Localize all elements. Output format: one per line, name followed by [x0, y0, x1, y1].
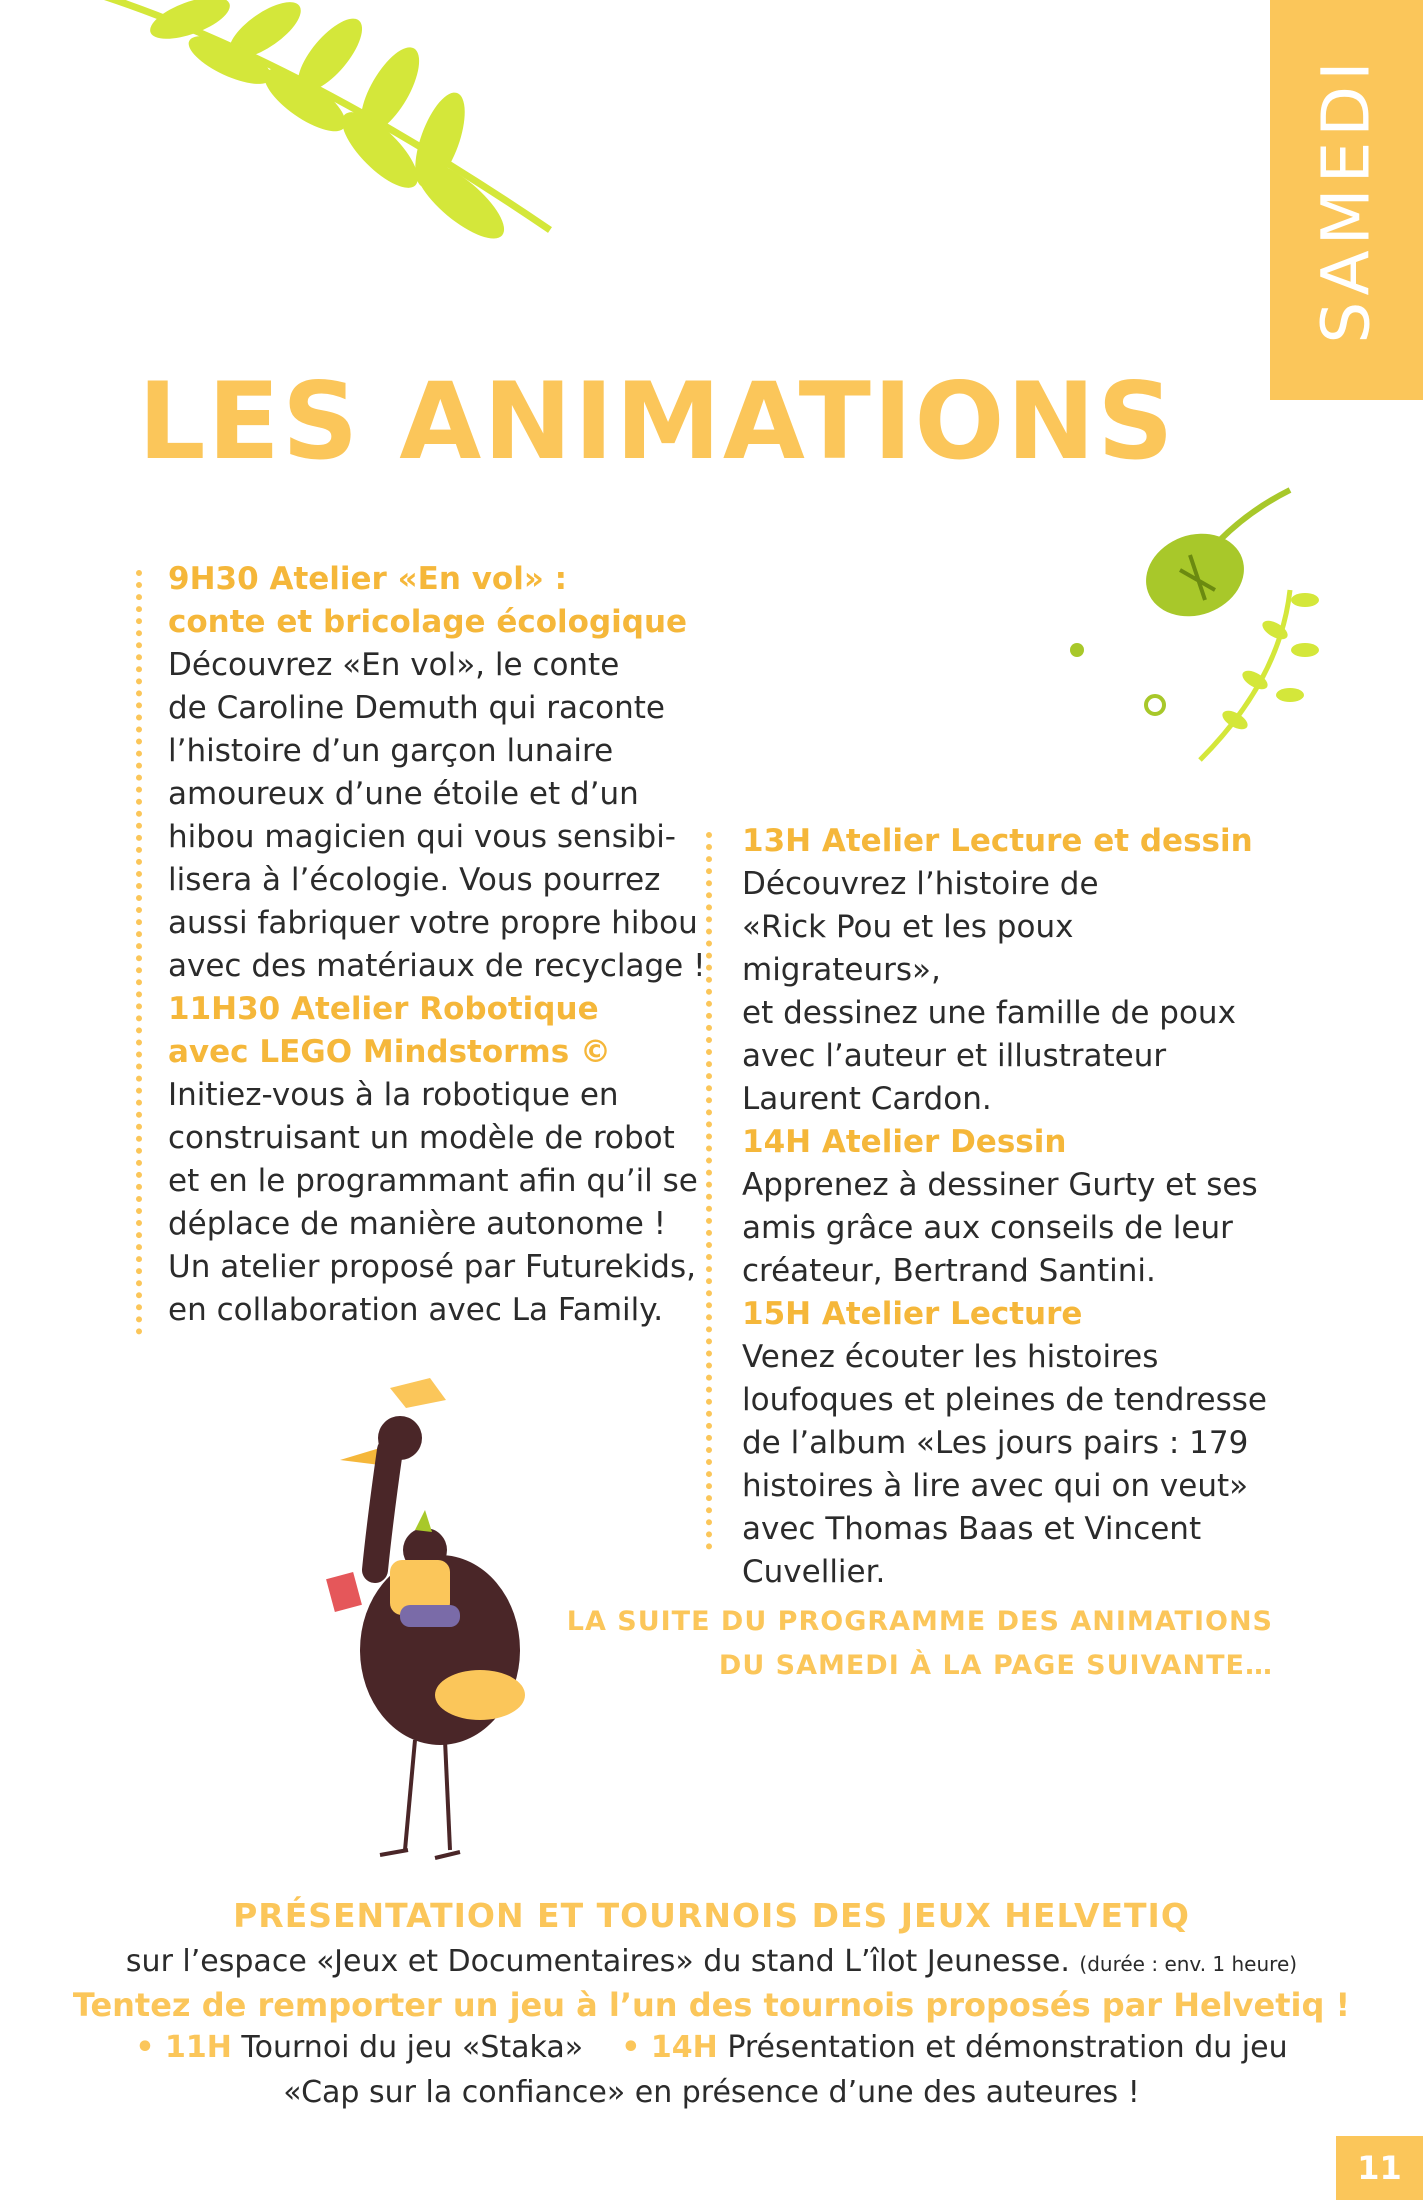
event-title: 13H Atelier Lecture et dessin [742, 823, 1253, 859]
event-title: 11H30 Atelier Robotique avec LEGO Mindstorms © [168, 991, 611, 1070]
event-title: 14H Atelier Dessin [742, 1124, 1067, 1160]
helvetiq-schedule [0, 2030, 1423, 2065]
event-item [742, 1121, 1282, 1293]
small-leaves-illustration [1050, 480, 1370, 780]
left-column-divider [136, 570, 142, 1335]
event-item [168, 988, 708, 1332]
helvetiq-title: PRÉSENTATION ET TOURNOIS DES JEUX HELVETIQ [233, 1896, 1190, 1935]
leaves-branch-illustration [80, 0, 560, 240]
event-item [168, 558, 708, 988]
event-description: Découvrez «En vol», le conte de Caroline Demuth qui raconte l’histoire d’un garçon lunaire amoureux d’une étoile et d’un hibou magicien qui vous sensibi- lisera à l’écologie. Vous pourrez aussi fabriquer votre propre hibou avec des matériaux de recyclage ! [168, 647, 706, 984]
page-title: LES ANIMATIONS [138, 360, 1176, 483]
schedule-time: • 11H [135, 2030, 232, 2065]
bird-with-child-illustration [320, 1370, 550, 1880]
helvetiq-call-to-action: Tentez de remporter un jeu à l’un des tournois proposés par Helvetiq ! [72, 1986, 1351, 2024]
event-description: Apprenez à dessiner Gurty et ses amis grâce aux conseils de leur créateur, Bertrand Santini. [742, 1167, 1258, 1289]
day-label: SAMEDI [1307, 56, 1385, 344]
helvetiq-schedule-cont: «Cap sur la confiance» en présence d’une des auteures ! [283, 2075, 1140, 2110]
event-description: Découvrez l’histoire de «Rick Pou et les poux migrateurs», et dessinez une famille de poux avec l’auteur et illustrateur Laurent Cardon. [742, 866, 1236, 1117]
event-item [742, 820, 1282, 1121]
right-column-divider [706, 832, 712, 1550]
event-title: 9H30 Atelier «En vol» : conte et bricolage écologique [168, 561, 688, 640]
schedule-text: Présentation et démonstration du jeu [727, 2030, 1288, 2065]
day-tab [1270, 0, 1423, 400]
event-description: Initiez-vous à la robotique en construisant un modèle de robot et en le programmant afin qu’il se déplace de manière autonome ! Un atelier proposé par Futurekids, en collaboration avec La Family. [168, 1077, 698, 1328]
next-page-note: LA SUITE DU PROGRAMME DES ANIMATIONS DU SAMEDI À LA PAGE SUIVANTE… [566, 1606, 1273, 1681]
event-item [742, 1293, 1282, 1594]
schedule-time: • 14H [621, 2030, 718, 2065]
left-events-column [168, 558, 708, 1332]
schedule-text: Tournoi du jeu «Staka» [241, 2030, 584, 2065]
event-description: Venez écouter les histoires loufoques et pleines de tendresse de l’album «Les jours pairs : 179 histoires à lire avec qui on veut» avec Thomas Baas et Vincent Cuvellier. [742, 1339, 1267, 1590]
right-events-column [742, 820, 1282, 1594]
helvetiq-subtitle: sur l’espace «Jeux et Documentaires» du stand L’îlot Jeunesse. (durée : env. 1 heure) [125, 1944, 1298, 1979]
event-title: 15H Atelier Lecture [742, 1296, 1083, 1332]
page-number: 11 [1336, 2136, 1423, 2200]
duration-note: (durée : env. 1 heure) [1079, 1952, 1298, 1976]
